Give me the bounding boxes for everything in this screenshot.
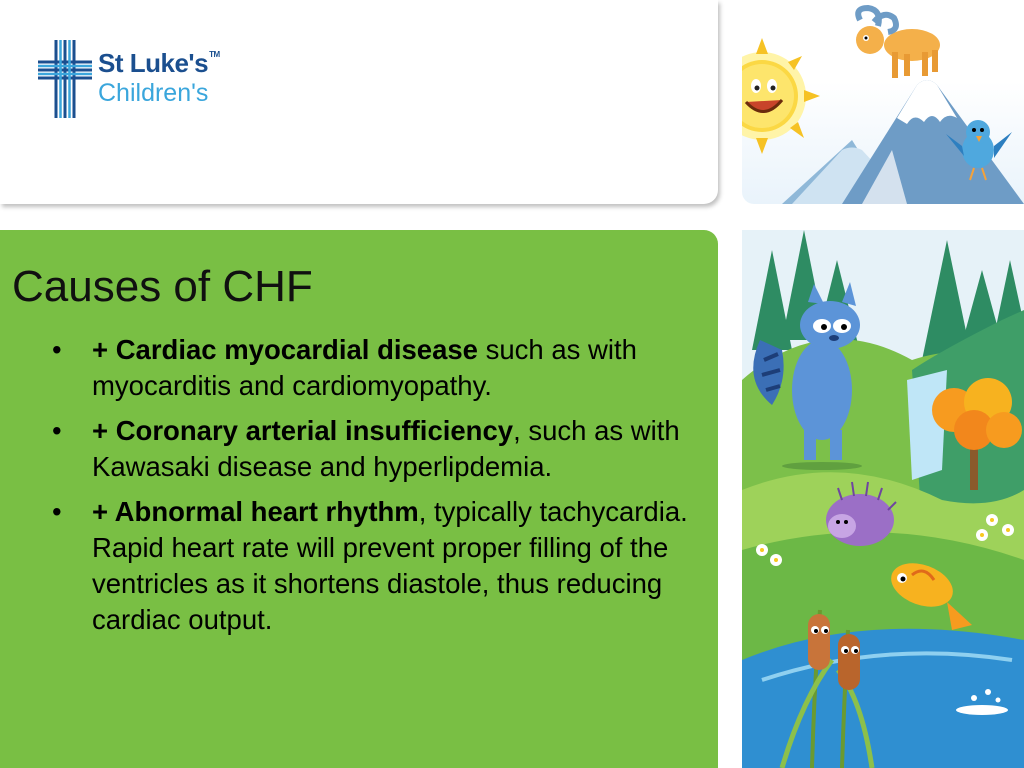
cross-logo-icon bbox=[36, 38, 94, 120]
slide-title: Causes of CHF bbox=[12, 262, 313, 311]
logo-wordmark-secondary: Children's bbox=[98, 79, 209, 107]
illustration-forest-pond bbox=[742, 230, 1024, 768]
header-card bbox=[0, 0, 718, 204]
bullet-list bbox=[52, 332, 712, 647]
bullet-heading: + Coronary arterial insufficiency bbox=[92, 415, 514, 446]
bullet-extra-text: Rapid heart rate will prevent proper filling of the ventricles as it shortens diastole, thus reducing cardiac output. bbox=[92, 532, 669, 635]
logo-wordmark-primary: St Luke's™ bbox=[98, 48, 220, 78]
bullet-heading: + Cardiac myocardial disease bbox=[92, 334, 478, 365]
bullet-marker: • bbox=[52, 334, 62, 365]
bullet-item bbox=[52, 494, 712, 638]
bullet-heading: + Abnormal heart rhythm bbox=[92, 496, 419, 527]
sun-icon bbox=[742, 38, 820, 154]
bullet-item bbox=[52, 332, 712, 404]
ram-icon bbox=[856, 8, 940, 78]
bullet-text: , such as with Kawasaki disease and hyperlipdemia. bbox=[92, 415, 680, 482]
bullet-marker: • bbox=[52, 415, 62, 446]
illustration-mountain-sun bbox=[742, 0, 1024, 204]
st-lukes-childrens-logo bbox=[36, 38, 246, 120]
bullet-text: such as with myocarditis and cardiomyopathy. bbox=[92, 334, 637, 401]
bullet-marker: • bbox=[52, 496, 62, 527]
bullet-item bbox=[52, 413, 712, 485]
bullet-text: , typically tachycardia. bbox=[418, 496, 688, 527]
